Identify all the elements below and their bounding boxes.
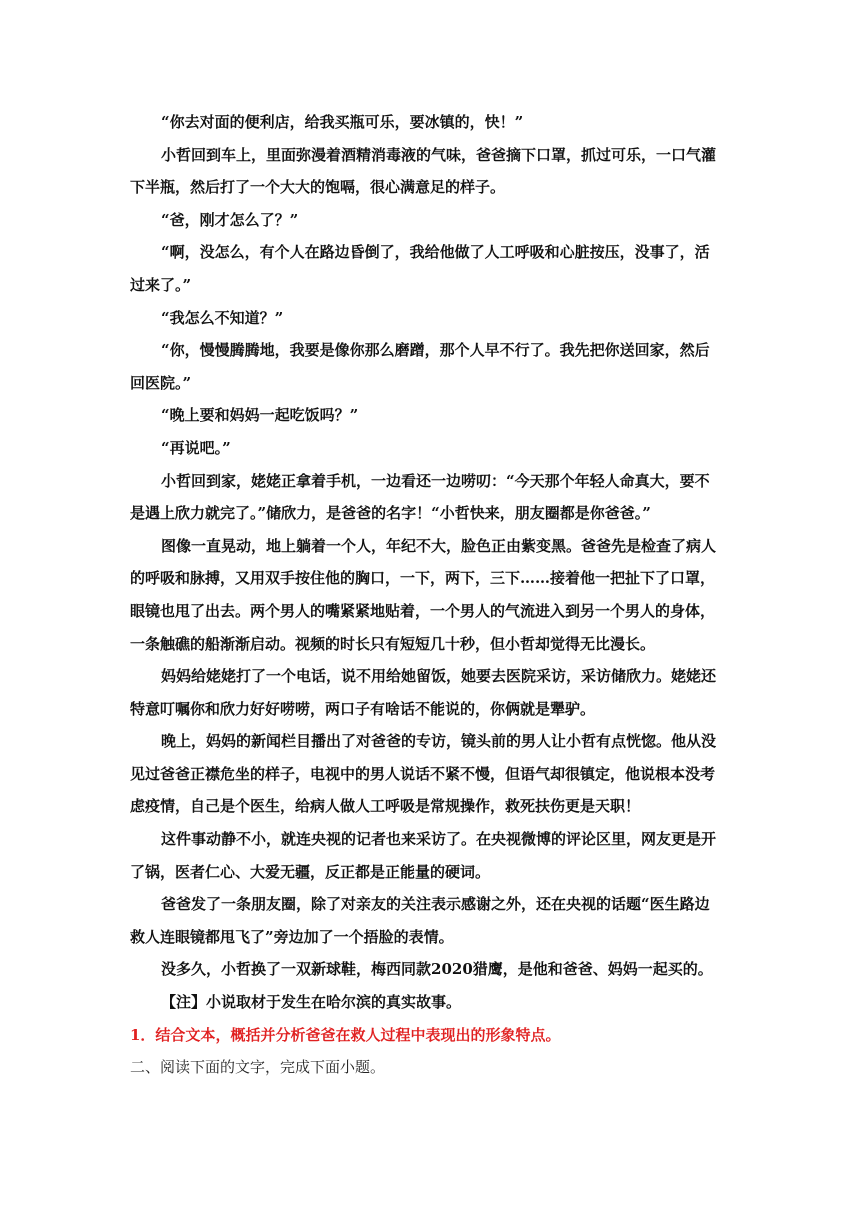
paragraph: “你去对面的便利店，给我买瓶可乐，要冰镇的，快！” <box>161 113 524 131</box>
paragraph: “你，慢慢腾腾地，我要是像你那么磨蹭，那个人早不行了。我先把你送回家，然后回医院。” <box>130 341 710 392</box>
question-1: 1．结合文本，概括并分析爸爸在救人过程中表现出的形象特点。 <box>130 1025 561 1044</box>
paragraph: 妈妈给姥姥打了一个电话，说不用给她留饭，她要去医院采访，采访储欣力。姥姥还特意叮嘱你和欣力好好唠唠，两口子有啥话不能说的，你俩就是犟驴。 <box>130 667 717 718</box>
paragraph: 这件事动静不小，就连央视的记者也来采访了。在央视微博的评论区里，网友更是开了锅，医者仁心、大爱无疆，反正都是正能量的硬词。 <box>130 830 717 881</box>
document-page <box>130 106 722 1084</box>
paragraph: “再说吧。” <box>161 438 231 457</box>
paragraph: “啊，没怎么，有个人在路边昏倒了，我给他做了人工呼吸和心脏按压，没事了，活过来了。” <box>130 243 710 294</box>
paragraph: 晚上，妈妈的新闻栏目播出了对爸爸的专访，镜头前的男人让小哲有点恍惚。他从没见过爸爸正襟危坐的样子，电视中的男人说话不紧不慢，但语气却很镇定，他说根本没考虑疫情，自己是个医生，给病人做人工呼吸是常规操作，救死扶伤更是天职！ <box>130 732 717 816</box>
section-heading: 二、阅读下面的文字，完成下面小题。 <box>130 1058 386 1077</box>
paragraph: “晚上要和妈妈一起吃饭吗？” <box>161 406 359 425</box>
paragraph: 小哲回到家，姥姥正拿着手机，一边看还一边唠叨：“今天那个年轻人命真大，要不是遇上欣力就完了。”储欣力，是爸爸的名字！“小哲快来，朋友圈都是你爸爸。” <box>130 471 710 523</box>
note-paragraph: 【注】小说取材于发生在哈尔滨的真实故事。 <box>161 993 462 1012</box>
paragraph: 小哲回到车上，里面弥漫着酒精消毒液的气味，爸爸摘下口罩，抓过可乐，一口气灌下半瓶，然后打了一个大大的饱嗝，很心满意足的样子。 <box>130 145 717 197</box>
paragraph: “爸，刚才怎么了？” <box>161 210 299 229</box>
paragraph: 没多久，小哲换了一双新球鞋，梅西同款2020猎鹰，是他和爸爸、妈妈一起买的。 <box>161 960 713 979</box>
paragraph: “我怎么不知道？” <box>161 308 284 327</box>
paragraph: 爸爸发了一条朋友圈，除了对亲友的关注表示感谢之外，还在央视的话题“医生路边救人连眼镜都甩飞了”旁边加了一个捂脸的表情。 <box>130 895 710 946</box>
paragraph: 图像一直晃动，地上躺着一个人，年纪不大，脸色正由紫变黑。爸爸先是检查了病人的呼吸和脉搏，又用双手按住他的胸口，一下，两下，三下……接着他一把扯下了口罩，眼镜也甩了出去。两个男人的嘴紧紧地贴着，一个男人的气流进入到另一个男人的身体，一条触礁的船渐渐启动。视频的时长只有短短几十秒，但小哲却觉得无比漫长。 <box>130 536 717 653</box>
